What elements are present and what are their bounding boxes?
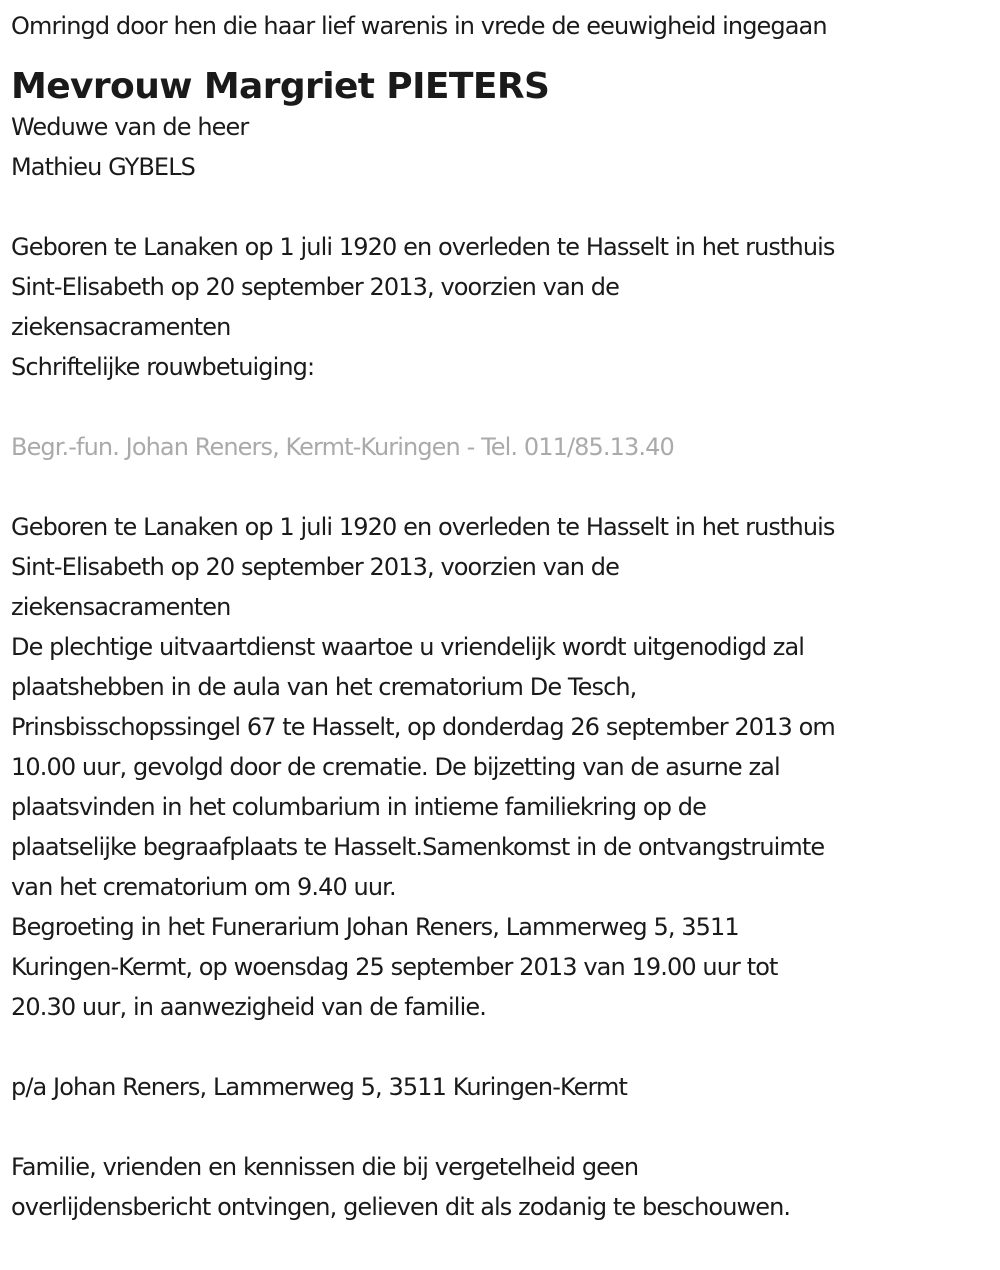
condolence-label: Schriftelijke rouwbetuiging: — [11, 353, 315, 381]
ceremony-line-5: plaatsvinden in het columbarium in intieme familiekring op de — [11, 793, 706, 821]
address-line: p/a Johan Reners, Lammerweg 5, 3511 Kuringen-Kermt — [11, 1073, 628, 1101]
spouse-line-1: Weduwe van de heer — [11, 113, 249, 141]
ceremony-line-7: van het crematorium om 9.40 uur. — [11, 873, 396, 901]
spouse-line-2: Mathieu GYBELS — [11, 153, 196, 181]
spacer — [11, 187, 1000, 227]
funeral-home-line: Begr.-fun. Johan Reners, Kermt-Kuringen - Tel. 011/85.13.40 — [11, 433, 674, 461]
closing-line-1: Familie, vrienden en kennissen die bij vergetelheid geen — [11, 1153, 639, 1181]
birth-block-1-line-2: Sint-Elisabeth op 20 september 2013, voorzien van de — [11, 273, 620, 301]
birth-block-2-line-3: ziekensacramenten — [11, 593, 231, 621]
spacer — [11, 1107, 1000, 1147]
greeting-line-3: 20.30 uur, in aanwezigheid van de familie. — [11, 993, 486, 1021]
ceremony-line-3: Prinsbisschopssingel 67 te Hasselt, op donderdag 26 september 2013 om — [11, 713, 835, 741]
spacer — [11, 387, 1000, 427]
ceremony-line-2: plaatshebben in de aula van het crematorium De Tesch, — [11, 673, 637, 701]
intro-line: Omringd door hen die haar lief warenis in vrede de eeuwigheid ingegaan — [11, 12, 827, 40]
ceremony-line-6: plaatselijke begraafplaats te Hasselt.Samenkomst in de ontvangstruimte — [11, 833, 825, 861]
spacer — [11, 1027, 1000, 1067]
deceased-name: Mevrouw Margriet PIETERS — [11, 66, 550, 107]
spacer — [11, 467, 1000, 507]
ceremony-line-1: De plechtige uitvaartdienst waartoe u vriendelijk wordt uitgenodigd zal — [11, 633, 805, 661]
birth-block-2-line-1: Geboren te Lanaken op 1 juli 1920 en overleden te Hasselt in het rusthuis — [11, 513, 835, 541]
greeting-line-1: Begroeting in het Funerarium Johan Reners, Lammerweg 5, 3511 — [11, 913, 739, 941]
birth-block-1-line-3: ziekensacramenten — [11, 313, 231, 341]
closing-line-2: overlijdensbericht ontvingen, gelieven dit als zodanig te beschouwen. — [11, 1193, 791, 1221]
birth-block-1-line-1: Geboren te Lanaken op 1 juli 1920 en overleden te Hasselt in het rusthuis — [11, 233, 835, 261]
greeting-line-2: Kuringen-Kermt, op woensdag 25 september 2013 van 19.00 uur tot — [11, 953, 778, 981]
birth-block-2-line-2: Sint-Elisabeth op 20 september 2013, voorzien van de — [11, 553, 620, 581]
ceremony-line-4: 10.00 uur, gevolgd door de crematie. De bijzetting van de asurne zal — [11, 753, 780, 781]
